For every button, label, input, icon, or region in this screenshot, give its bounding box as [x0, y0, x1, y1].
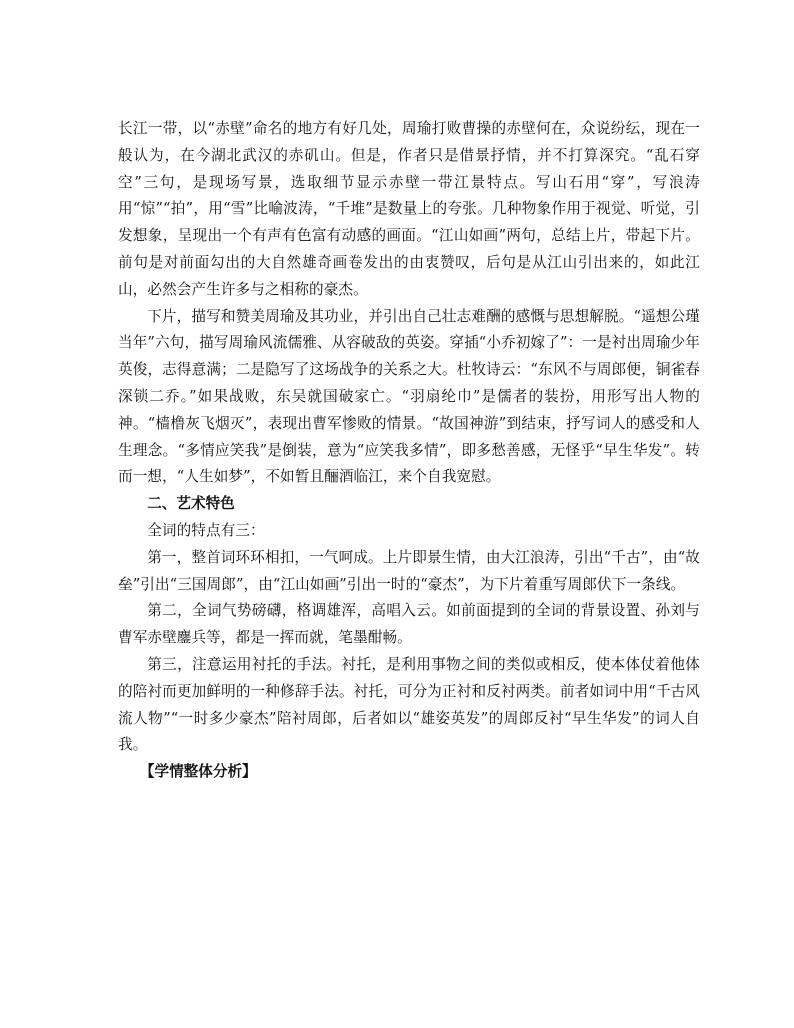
paragraph-lower-part: 下片，描写和赞美周瑜及其功业，并引出自己壮志难酬的感慨与思想解脱。“遥想公瑾当年”六句，描写周瑜风流儒雅、从容破敌的英姿。穿插“小乔初嫁了”：一是衬出周瑜少年英俊，志得意满；二是隐写了这场战争的关系之大。杜牧诗云：“东风不与周郎便，铜雀春深锁二乔。”如果战败，东吴就国破家亡。“羽扇纶巾”是儒者的装扮，用形写出人物的神。“樯橹灰飞烟灭”，表现出曹军惨败的情景。“故国神游”到结束，抒写词人的感受和人生理念。“多情应笑我”是倒装，意为“应笑我多情”，即多愁善感，无怪乎“早生华发”。转而一想，“人生如梦”，不如暂且酾酒临江，来个自我宽慰。 — [118, 307, 700, 486]
paragraph-feature-one: 第一，整首词环环相扣，一气呵成。上片即景生情，由大江浪涛，引出“千古”，由“故垒”引出“三国周郎”，由“江山如画”引出一时的“豪杰”，为下片着重写周郎伏下一条线。 — [118, 548, 700, 593]
paragraph-chibi-scene: 长江一带，以“赤壁”命名的地方有好几处，周瑜打败曹操的赤壁何在，众说纷纭，现在一般认为，在今湖北武汉的赤矶山。但是，作者只是借景抒情，并不打算深究。“乱石穿空”三句，是现场写景，选取细节显示赤壁一带江景特点。写山石用“穿”，写浪涛用“惊”“拍”，用“雪”比喻波涛，“千堆”是数量上的夸张。几种物象作用于视觉、听觉，引发想象，呈现出一个有声有色富有动感的画面。“江山如画”两句，总结上片，带起下片。前句是对前面勾出的大自然雄奇画卷发出的由衷赞叹，后句是从江山引出来的，如此江山，必然会产生许多与之相称的豪杰。 — [118, 120, 700, 298]
paragraph-feature-two: 第二，全词气势磅礴，格调雄浑，高唱入云。如前面提到的全词的背景设置、孙刘与曹军赤壁鏖兵等，都是一挥而就，笔墨酣畅。 — [118, 602, 700, 647]
section-heading-learning-analysis: 【学情整体分析】 — [139, 763, 257, 781]
section-heading-art-features: 二、艺术特色 — [147, 495, 235, 513]
paragraph-feature-three: 第三，注意运用衬托的手法。衬托，是利用事物之间的类似或相反，使本体仗着他体的陪衬而更加鲜明的一种修辞手法。衬托，可分为正衬和反衬两类。前者如词中用“千古风流人物”“一时多少豪杰”陪衬周郎，后者如以“雄姿英发”的周郎反衬“早生华发”的词人自我。 — [118, 655, 700, 754]
paragraph-features-intro: 全词的特点有三： — [147, 521, 265, 539]
